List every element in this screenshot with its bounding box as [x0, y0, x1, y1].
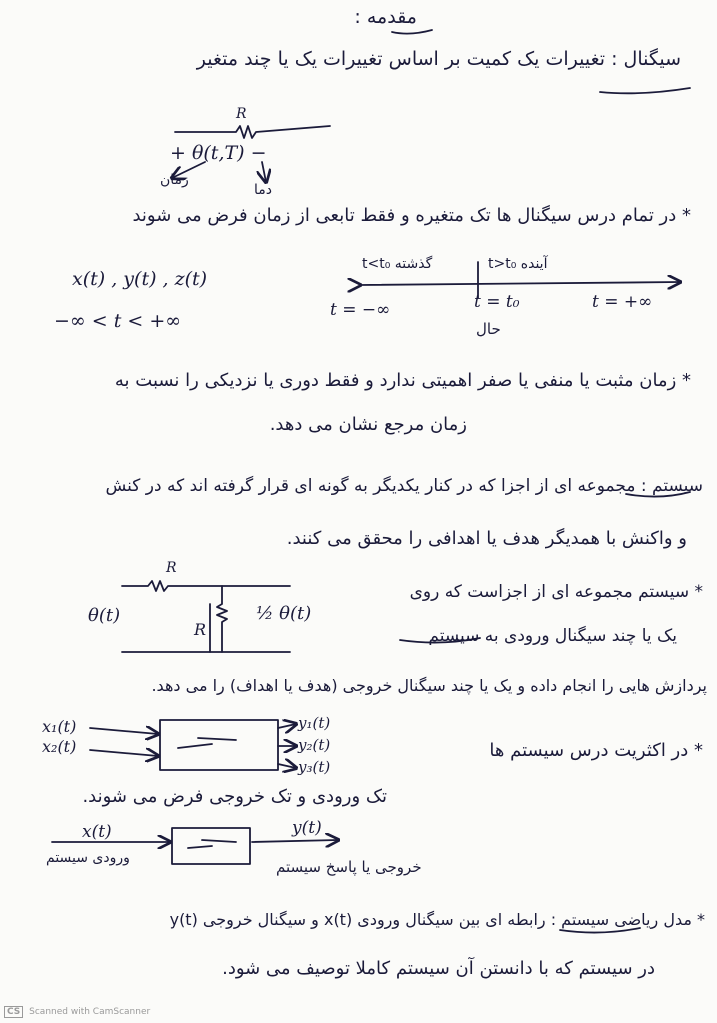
note4-line1: در اکثریت درس سیستم ها [489, 740, 689, 761]
signal-definition-text: تغییرات یک کمیت بر اساس تغییرات یک یا چند متغیر [196, 48, 606, 70]
time-arrow [172, 162, 205, 178]
note2-line1: زمان مثبت یا منفی یا صفر اهمیتی ندارد و فقط دوری یا نزدیکی را نسبت به [114, 370, 677, 391]
note5-line1: مدل ریاضی سیستم : رابطه ای بین سیگنال ورودی x(t) و سیگنال خروجی y(t) [169, 910, 692, 929]
mimo-diagram [90, 720, 296, 770]
system-term: سیستم : [640, 476, 703, 496]
temperature-label: دما [254, 182, 272, 198]
signal-term-underline [600, 88, 690, 93]
system-term-underline [626, 492, 690, 497]
mimo-output-2: y₂(t) [298, 736, 331, 754]
circuit-top-resistor-label: R [166, 560, 177, 576]
mimo-output-1: y₁(t) [298, 714, 331, 732]
bullet-icon: * [682, 205, 691, 226]
time-range: −∞ < t < +∞ [54, 310, 182, 332]
bullet-icon: * [682, 370, 691, 391]
title-underline [392, 30, 432, 34]
system-definition-line1: مجموعه ای از اجزا که در کنار یکدیگر به گونه ای قرار گرفته اند که در کنش [105, 476, 636, 496]
time-axis [360, 282, 680, 285]
system-definition-line2: و واکنش با همدیگر هدف یا اهدافی را محقق می کنند. [286, 528, 687, 549]
siso-input-label: x(t) [82, 822, 112, 842]
temperature-arrow [262, 162, 266, 182]
present-label: حال [476, 320, 501, 338]
time-label: زمان [160, 172, 189, 188]
signal-term: سیگنال : [611, 48, 681, 70]
circuit-output-label: ½ θ(t) [256, 603, 312, 624]
signal-functions: x(t) , y(t) , z(t) [72, 268, 208, 290]
note3-underline [400, 638, 480, 643]
future-label: آینده t>t₀ [488, 256, 548, 272]
circuit-diagram [122, 581, 290, 652]
note3-line2: یک یا چند سیگنال ورودی به سیستم [428, 626, 677, 646]
siso-input-caption: ورودی سیستم [46, 850, 130, 866]
scanner-badge: CS [4, 1006, 23, 1018]
page-title: مقدمه : [354, 6, 417, 28]
axis-left-label: t = −∞ [330, 300, 391, 320]
circuit-mid-resistor-label: R [194, 620, 207, 639]
mimo-output-3: y₃(t) [298, 758, 331, 776]
axis-right-label: t = +∞ [592, 292, 653, 312]
siso-diagram [52, 828, 338, 864]
bullet-icon: * [694, 740, 703, 761]
axis-mid-label: t = t₀ [474, 292, 520, 312]
siso-output-caption: خروجی یا پاسخ سیستم [276, 858, 422, 876]
temperature-wire [175, 126, 330, 138]
note3-line3: پردازش هایی را انجام داده و یک یا چند سیگنال خروجی (هدف یا اهداف) را می دهد. [151, 676, 707, 695]
circuit-input-label: θ(t) [88, 605, 121, 626]
temperature-expression: + θ(t,T) − [170, 142, 267, 164]
past-label: گذشته t<t₀ [362, 256, 433, 272]
note2-line2: زمان مرجع نشان می دهد. [269, 414, 467, 435]
note5-line2: در سیستم که با دانستن آن سیستم کاملا توصیف می شود. [222, 958, 655, 979]
note3-line1: سیستم مجموعه ای از اجزاست که روی [409, 582, 690, 602]
resistor-label-top: R [236, 106, 247, 122]
mimo-input-1: x₁(t) [42, 717, 77, 736]
siso-output-label: y(t) [292, 818, 322, 838]
bullet-icon: * [697, 910, 705, 929]
bullet-icon: * [694, 582, 703, 602]
note1-text: در تمام درس سیگنال ها تک متغیره و فقط تابعی از زمان فرض می شوند [132, 205, 677, 226]
note5-underline [560, 928, 640, 933]
scanner-text: Scanned with CamScanner [29, 1007, 151, 1017]
note4-line2: تک ورودی و تک خروجی فرض می شوند. [82, 786, 387, 807]
mimo-input-2: x₂(t) [42, 737, 77, 756]
